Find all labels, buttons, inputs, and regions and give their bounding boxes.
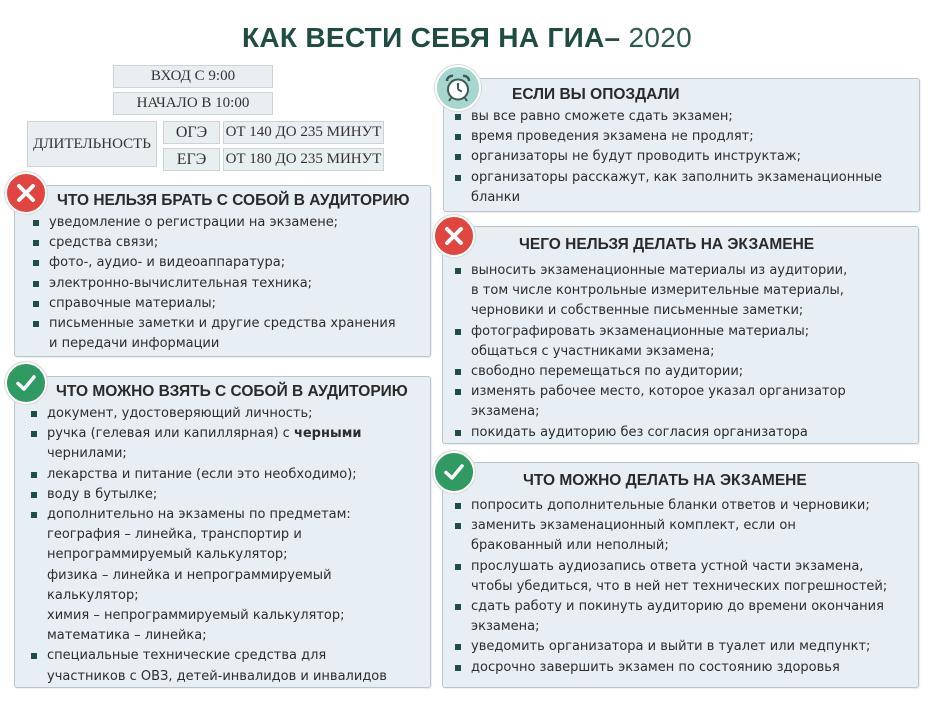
list-item: дополнительно на экзамены по предметам: bbox=[28, 505, 430, 525]
list-item: фото-, аудио- и видеоаппаратура; bbox=[30, 253, 430, 273]
list-item: вы все равно сможете сдать экзамен; bbox=[452, 107, 917, 127]
list-item: лекарства и питание (если это необходимо); bbox=[28, 465, 430, 485]
list-item: прослушать аудиозапись ответа устной части экзамена, bbox=[452, 557, 918, 577]
cannot-do-card bbox=[442, 226, 919, 444]
list-item-continuation: география – линейка, транспортир и bbox=[47, 527, 302, 543]
list-item: специальные технические средства для bbox=[28, 646, 430, 666]
can-bring-list bbox=[28, 404, 430, 687]
list-item-continuation: непрограммируемый калькулятор; bbox=[47, 547, 288, 563]
list-item: воду в бутылке; bbox=[28, 485, 430, 505]
can-do-title: ЧТО МОЖНО ДЕЛАТЬ НА ЭКЗАМЕНЕ bbox=[523, 472, 807, 489]
oge-duration: ОТ 140 ДО 235 МИНУТ bbox=[223, 121, 384, 144]
list-item-continuation: калькулятор; bbox=[47, 587, 139, 603]
list-item: письменные заметки и другие средства хранения bbox=[30, 314, 430, 334]
list-item: время проведения экзамена не продлят; bbox=[452, 127, 917, 147]
can-do-card bbox=[442, 462, 919, 688]
list-item-continuation: чернилами; bbox=[47, 446, 127, 462]
late-card bbox=[443, 78, 920, 212]
cannot-bring-list bbox=[30, 213, 430, 354]
list-item: досрочно завершить экзамен по состоянию здоровья bbox=[452, 658, 918, 678]
list-item: справочные материалы; bbox=[30, 294, 430, 314]
list-item: организаторы расскажут, как заполнить экзаменационные bbox=[452, 168, 917, 188]
can-do-list bbox=[452, 496, 918, 678]
list-item-continuation: экзамена; bbox=[471, 619, 540, 635]
allowed-check-icon bbox=[5, 362, 47, 404]
list-item-continuation: бланки bbox=[471, 189, 521, 205]
list-item-continuation: и передачи информации bbox=[49, 336, 220, 352]
list-item: уведомить организатора и выйти в туалет или медпункт; bbox=[452, 637, 918, 657]
cannot-do-title: ЧЕГО НЕЛЬЗЯ ДЕЛАТЬ НА ЭКЗАМЕНЕ bbox=[519, 236, 815, 253]
pen-text: ручка (гелевая или капиллярная) с bbox=[47, 426, 294, 442]
list-item: организаторы не будут проводить инструктаж; bbox=[452, 147, 917, 167]
list-item: фотографировать экзаменационные материалы; bbox=[452, 322, 917, 342]
list-item-continuation: участников с ОВЗ, детей-инвалидов и инвалидов bbox=[47, 668, 387, 684]
forbidden-x-icon bbox=[5, 172, 47, 214]
entry-time-pill: ВХОД С 9:00 bbox=[113, 65, 273, 88]
list-item: сдать работу и покинуть аудиторию до времени окончания bbox=[452, 597, 918, 617]
cannot-do-list bbox=[452, 261, 917, 443]
list-item-continuation: бракованный или неполный; bbox=[471, 538, 669, 554]
list-item: заменить экзаменационный комплект, если он bbox=[452, 516, 918, 536]
cannot-bring-card bbox=[14, 185, 431, 357]
list-item-continuation: физика – линейка и непрограммируемый bbox=[47, 567, 332, 583]
alarm-clock-icon bbox=[435, 65, 481, 111]
can-bring-title: ЧТО МОЖНО ВЗЯТЬ С СОБОЙ В АУДИТОРИЮ bbox=[56, 383, 408, 400]
can-bring-card bbox=[14, 376, 431, 688]
forbidden-x-icon bbox=[433, 215, 475, 257]
duration-label: ДЛИТЕЛЬНОСТЬ bbox=[27, 121, 157, 167]
title-year: 2020 bbox=[628, 22, 693, 53]
list-item: выносить экзаменационные материалы из аудитории, bbox=[452, 261, 917, 281]
oge-label: ОГЭ bbox=[163, 121, 220, 144]
cannot-bring-title: ЧТО НЕЛЬЗЯ БРАТЬ С СОБОЙ В АУДИТОРИЮ bbox=[57, 192, 410, 209]
list-item: уведомление о регистрации на экзамене; bbox=[30, 213, 430, 233]
ege-label: ЕГЭ bbox=[163, 148, 220, 171]
list-item-continuation: экзамена; bbox=[471, 404, 540, 420]
list-item-continuation: математика – линейка; bbox=[47, 628, 207, 644]
list-item: покидать аудиторию без согласия организатора bbox=[452, 423, 917, 443]
title-text: КАК ВЕСТИ СЕБЯ НА ГИА– bbox=[241, 22, 621, 53]
page-title bbox=[0, 22, 934, 54]
late-card-title: ЕСЛИ ВЫ ОПОЗДАЛИ bbox=[512, 86, 680, 103]
pen-ink-emphasis: черными bbox=[293, 426, 362, 442]
list-item: документ, удостоверяющий личность; bbox=[28, 404, 430, 424]
list-item-continuation: в том числе контрольные измерительные материалы, bbox=[471, 283, 844, 299]
list-item-continuation: черновики и собственные письменные заметки; bbox=[471, 303, 804, 319]
ege-duration: ОТ 180 ДО 235 МИНУТ bbox=[223, 148, 384, 171]
list-item: электронно-вычислительная техника; bbox=[30, 274, 430, 294]
start-time-pill: НАЧАЛО В 10:00 bbox=[113, 92, 273, 115]
list-item-continuation: чтобы убедиться, что в ней нет технических погрешностей; bbox=[471, 578, 888, 594]
allowed-check-icon bbox=[433, 451, 475, 493]
list-item: свободно перемещаться по аудитории; bbox=[452, 362, 917, 382]
list-item: средства связи; bbox=[30, 233, 430, 253]
list-item: попросить дополнительные бланки ответов и черновики; bbox=[452, 496, 918, 516]
late-list bbox=[452, 107, 917, 208]
list-item-continuation: общаться с участниками экзамена; bbox=[471, 343, 715, 359]
list-item: изменять рабочее место, которое указал организатор bbox=[452, 382, 917, 402]
list-item-continuation: химия – непрограммируемый калькулятор; bbox=[47, 608, 345, 624]
list-item bbox=[28, 424, 430, 444]
